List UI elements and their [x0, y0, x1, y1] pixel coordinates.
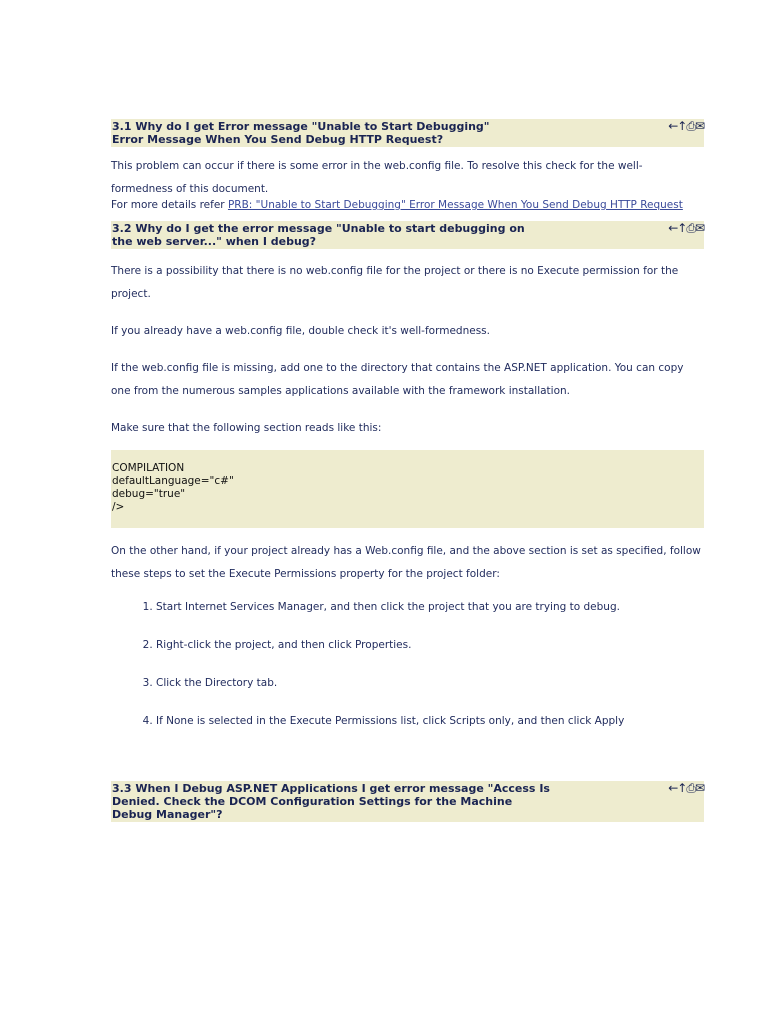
faq-content: [111, 119, 704, 822]
up-arrow-icon[interactable]: ↑: [677, 119, 687, 133]
paragraph: If the web.config file is missing, add one to the directory that contains the ASP.NET application. You can copy one from the numerous samples applications available with the framework installation.: [111, 362, 684, 397]
paragraph: There is a possibility that there is no web.config file for the project or there is no Execute permission for the project.: [111, 265, 679, 300]
mail-icon[interactable]: ✉: [694, 781, 704, 795]
code-block: COMPILATION defaultLanguage="c#" debug="true" />: [111, 450, 704, 528]
up-arrow-icon[interactable]: ↑: [677, 221, 687, 235]
nav-icons: [668, 221, 704, 235]
paragraph: This problem can occur if there is some error in the web.config file. To resolve this check for the well-formedness of this document.: [111, 160, 643, 195]
mail-icon[interactable]: ✉: [694, 119, 704, 133]
paragraph-reference: [111, 198, 704, 212]
paragraph: Make sure that the following section reads like this:: [111, 422, 382, 434]
question-title: 3.3 When I Debug ASP.NET Applications I get error message "Access Is Denied. Check the DCOM Configuration Settings for the Machine Debug Manager"?: [112, 782, 550, 821]
question-header-3-1: [111, 119, 704, 147]
question-header-3-2: [111, 221, 704, 249]
list-item: 1. Start Internet Services Manager, and then click the project that you are trying to debug.: [156, 600, 704, 615]
paragraph: On the other hand, if your project already has a Web.config file, and the above section is set as specified, follow these steps to set the Execute Permissions property for the project folder:: [111, 545, 701, 580]
print-icon[interactable]: ⎙: [686, 781, 695, 795]
nav-icons: [668, 781, 704, 795]
mail-icon[interactable]: ✉: [694, 221, 704, 235]
back-arrow-icon[interactable]: ←: [668, 781, 678, 795]
question-title: 3.1 Why do I get Error message "Unable to Start Debugging" Error Message When You Send Debug HTTP Request?: [112, 120, 490, 146]
list-item: 3. Click the Directory tab.: [156, 676, 704, 691]
back-arrow-icon[interactable]: ←: [668, 221, 678, 235]
nav-icons: [668, 119, 704, 133]
up-arrow-icon[interactable]: ↑: [677, 781, 687, 795]
steps-list: [111, 600, 704, 729]
paragraph: If you already have a web.config file, double check it's well-formedness.: [111, 325, 490, 337]
reference-prefix: For more details refer: [111, 199, 228, 211]
print-icon[interactable]: ⎙: [686, 119, 695, 133]
question-header-3-3: [111, 781, 704, 822]
list-item: 4. If None is selected in the Execute Permissions list, click Scripts only, and then click Apply: [156, 714, 704, 729]
kb-article-link[interactable]: PRB: "Unable to Start Debugging" Error Message When You Send Debug HTTP Request: [227, 199, 683, 211]
list-item: 2. Right-click the project, and then click Properties.: [156, 638, 704, 653]
question-title: 3.2 Why do I get the error message "Unable to start debugging on the web server..." when I debug?: [112, 222, 525, 248]
print-icon[interactable]: ⎙: [686, 221, 695, 235]
back-arrow-icon[interactable]: ←: [668, 119, 678, 133]
